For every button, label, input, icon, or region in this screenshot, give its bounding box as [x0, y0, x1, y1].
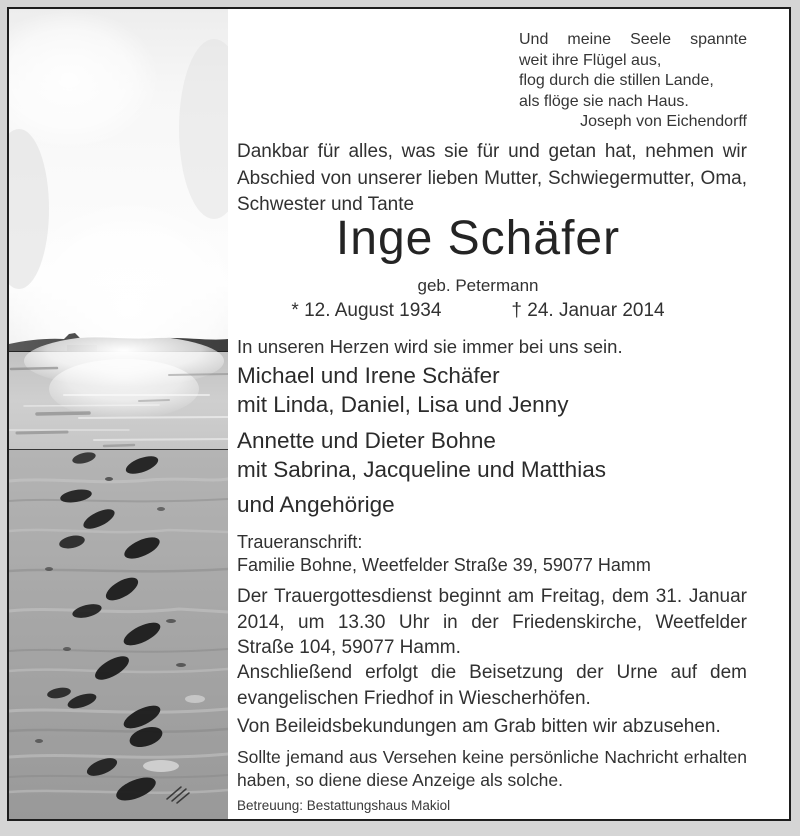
- poem-line: weit ihre Flügel aus,: [519, 51, 662, 69]
- mourner-line: Michael und Irene Schäfer: [237, 363, 500, 388]
- obituary-card: [7, 7, 791, 821]
- death-date: † 24. Januar 2014: [511, 300, 665, 321]
- poem: [519, 30, 747, 133]
- mourning-address: [237, 531, 747, 577]
- mourner-line: mit Linda, Daniel, Lisa und Jenny: [237, 392, 569, 417]
- poem-line: als flöge sie nach Haus.: [519, 92, 689, 110]
- intro-paragraph: Dankbar für alles, was sie für und getan hat, nehmen wir Abschied von unserer lieben Mutter, Schwiegermutter, Oma, Schwester und Tante: [237, 141, 747, 215]
- mourner-line: Annette und Dieter Bohne: [237, 428, 496, 453]
- burial-paragraph: Anschließend erfolgt die Beisetzung der Urne auf dem evangelischen Friedhof in Wiescherhöfen.: [237, 662, 747, 709]
- poem-line: flog durch die stillen Lande,: [519, 72, 714, 89]
- deceased-name: Inge Schäfer: [335, 212, 621, 265]
- memorial-line: In unseren Herzen wird sie immer bei uns sein.: [237, 336, 623, 357]
- condolences-paragraph: Von Beileidsbekundungen am Grab bitten wir abzusehen.: [237, 716, 721, 737]
- poem-line: Und meine Seele spannte: [519, 31, 747, 48]
- mourner-line: mit Sabrina, Jacqueline und Matthias: [237, 457, 606, 482]
- birth-date: * 12. August 1934: [291, 300, 442, 321]
- maiden-name: geb. Petermann: [417, 276, 539, 295]
- mourning-address-value: Familie Bohne, Weetfelder Straße 39, 59077 Hamm: [237, 555, 651, 575]
- life-dates: [237, 298, 719, 324]
- funeral-home-footer: Betreuung: Bestattungshaus Makiol: [237, 798, 451, 813]
- mourner-line: und Angehörige: [237, 492, 395, 517]
- poem-attribution: Joseph von Eichendorff: [580, 113, 747, 130]
- service-paragraph: Der Trauergottesdienst beginnt am Freitag, dem 31. Januar 2014, um 13.30 Uhr in der Friedenskirche, Weetfelder Straße 104, 59077 Hamm.: [237, 586, 747, 658]
- mourning-address-label: Traueranschrift:: [237, 532, 363, 552]
- notice-paragraph: Sollte jemand aus Versehen keine persönliche Nachricht erhalten haben, so diene diese Anzeige als solche.: [237, 747, 747, 790]
- memorial-photo: [9, 9, 228, 819]
